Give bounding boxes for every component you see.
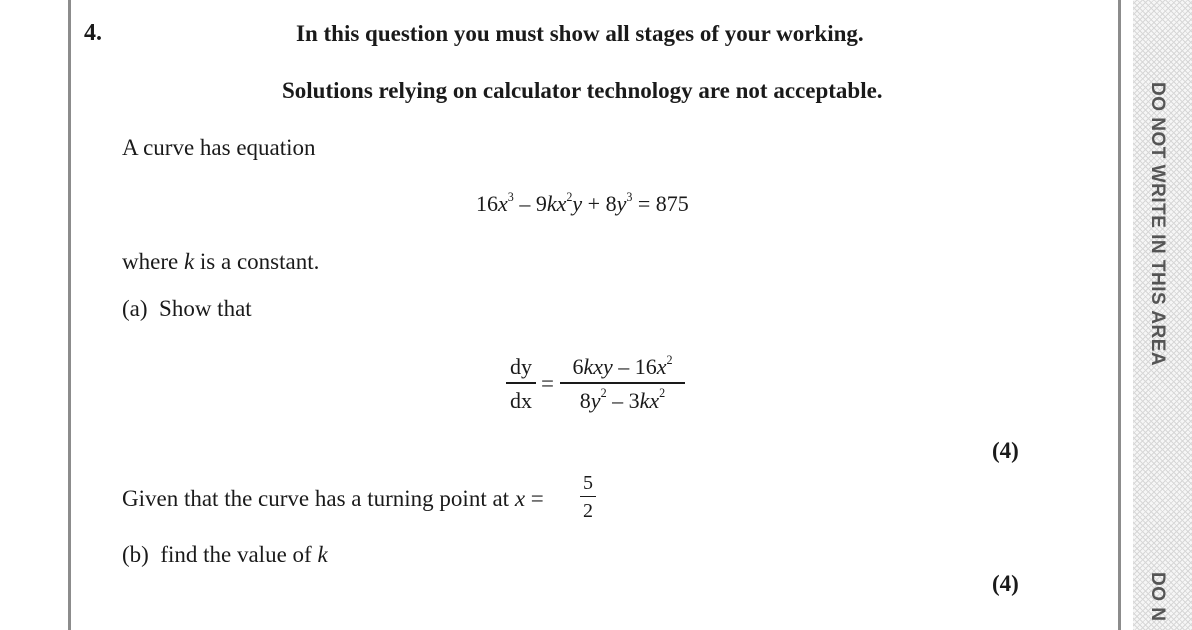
turning-point-text: Given that the curve has a turning point at x = xyxy=(122,486,544,511)
turning-point-fraction: 5 2 xyxy=(580,472,596,523)
part-b-prompt: (b) find the value of k xyxy=(122,542,328,567)
part-b-marks: (4) xyxy=(992,571,1019,596)
part-a-label: (a) xyxy=(122,296,148,321)
do-not-write-label: DO NOT WRITE IN THIS AREA xyxy=(1147,82,1168,367)
left-margin-rule xyxy=(68,0,71,630)
right-margin-rule xyxy=(1118,0,1121,630)
derivative-lhs: dy dx xyxy=(506,354,536,414)
part-a-prompt: (a) Show that xyxy=(122,296,252,321)
instruction-working: In this question you must show all stages of your working. xyxy=(296,21,864,46)
constant-note: where k is a constant. xyxy=(122,249,320,274)
derivative-rhs: $6kxy - 16x^2$ $8y^2 - 3kx^2$ xyxy=(560,354,685,414)
instruction-calculator: Solutions relying on calculator technology are not acceptable. xyxy=(282,78,883,103)
part-b-label: (b) xyxy=(122,542,149,567)
derivative-equals: = xyxy=(541,371,554,396)
curve-equation: $16x^3 - 9kx^2y + 8y^3 = 875$ xyxy=(476,189,689,216)
do-not-write-label-partial: DO N xyxy=(1147,572,1168,622)
curve-intro-text: A curve has equation xyxy=(122,135,316,160)
question-number: 4. xyxy=(84,20,102,46)
part-a-marks: (4) xyxy=(992,438,1019,463)
